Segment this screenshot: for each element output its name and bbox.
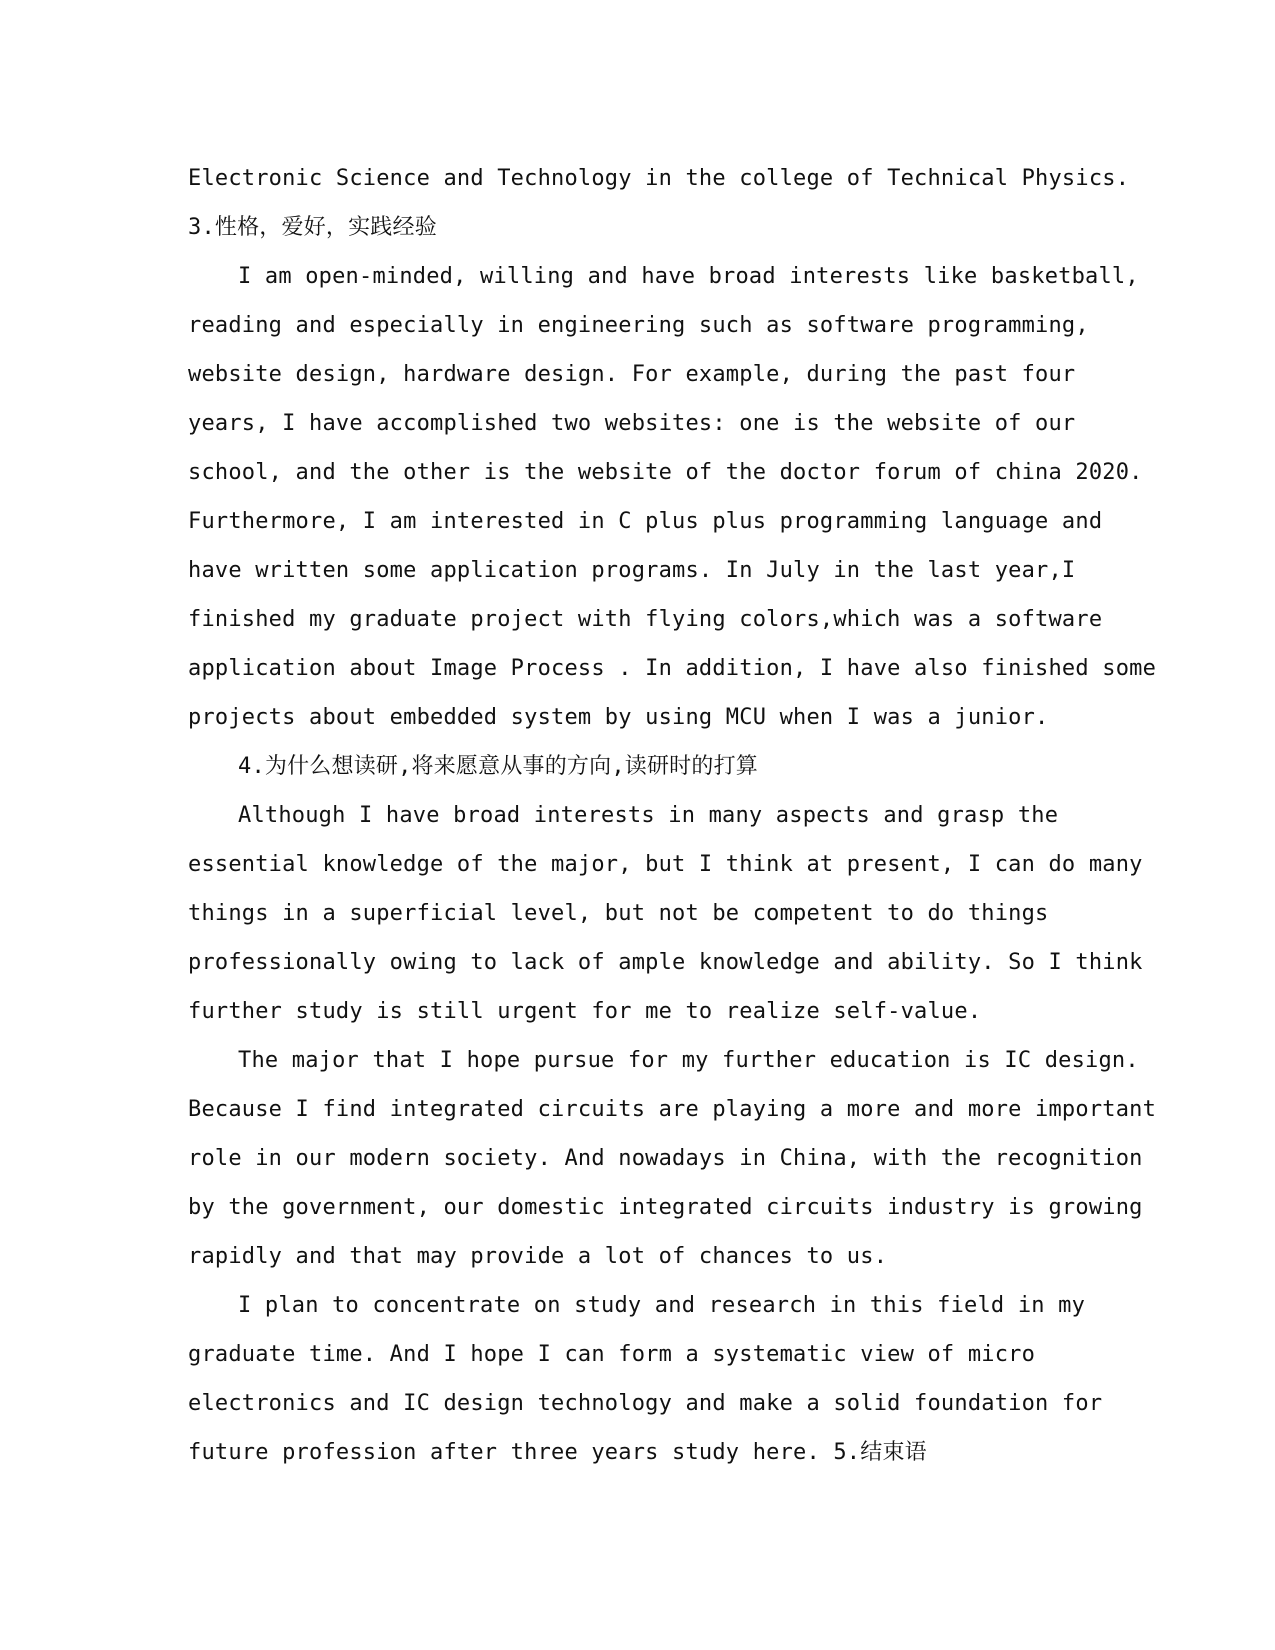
text-line: finished my graduate project with flying colors,which was a software [188,607,1103,632]
text-line: 4.为什么想读研,将来愿意从事的方向,读研时的打算 [238,754,758,779]
text-line: 3.性格，爱好，实践经验 [188,215,437,240]
text-line: website design, hardware design. For example, during the past four [188,362,1076,387]
text-line: role in our modern society. And nowadays in China, with the recognition [188,1146,1143,1171]
text-line: electronics and IC design technology and make a solid foundation for [188,1391,1103,1416]
text-line: future profession after three years study here. 5.结束语 [188,1440,927,1465]
text-line: further study is still urgent for me to realize self-value. [188,999,982,1024]
text-line: Although I have broad interests in many aspects and grasp the [238,803,1059,828]
text-line: Because I find integrated circuits are playing a more and more important [188,1097,1157,1122]
text-line: Furthermore, I am interested in C plus plus programming language and [188,509,1103,534]
text-line: Electronic Science and Technology in the college of Technical Physics. [188,166,1130,191]
text-line: things in a superficial level, but not be competent to do things [188,901,1049,926]
document-body [188,154,1157,1477]
text-line: school, and the other is the website of the doctor forum of china 2020. [188,460,1143,485]
text-line: have written some application programs. In July in the last year,I [188,558,1076,583]
text-line: The major that I hope pursue for my further education is IC design. [238,1048,1139,1073]
text-line: essential knowledge of the major, but I think at present, I can do many [188,852,1143,877]
text-line: application about Image Process . In addition, I have also finished some [188,656,1157,681]
text-line: graduate time. And I hope I can form a systematic view of micro [188,1342,1036,1367]
text-line: by the government, our domestic integrated circuits industry is growing [188,1195,1143,1220]
text-line: I plan to concentrate on study and research in this field in my [238,1293,1086,1318]
text-line: projects about embedded system by using MCU when I was a junior. [188,705,1049,730]
text-line: rapidly and that may provide a lot of chances to us. [188,1244,888,1269]
text-line: professionally owing to lack of ample knowledge and ability. So I think [188,950,1143,975]
text-line: years, I have accomplished two websites: one is the website of our [188,411,1076,436]
text-line: I am open-minded, willing and have broad interests like basketball, [238,264,1139,289]
text-line: reading and especially in engineering such as software programming, [188,313,1089,338]
